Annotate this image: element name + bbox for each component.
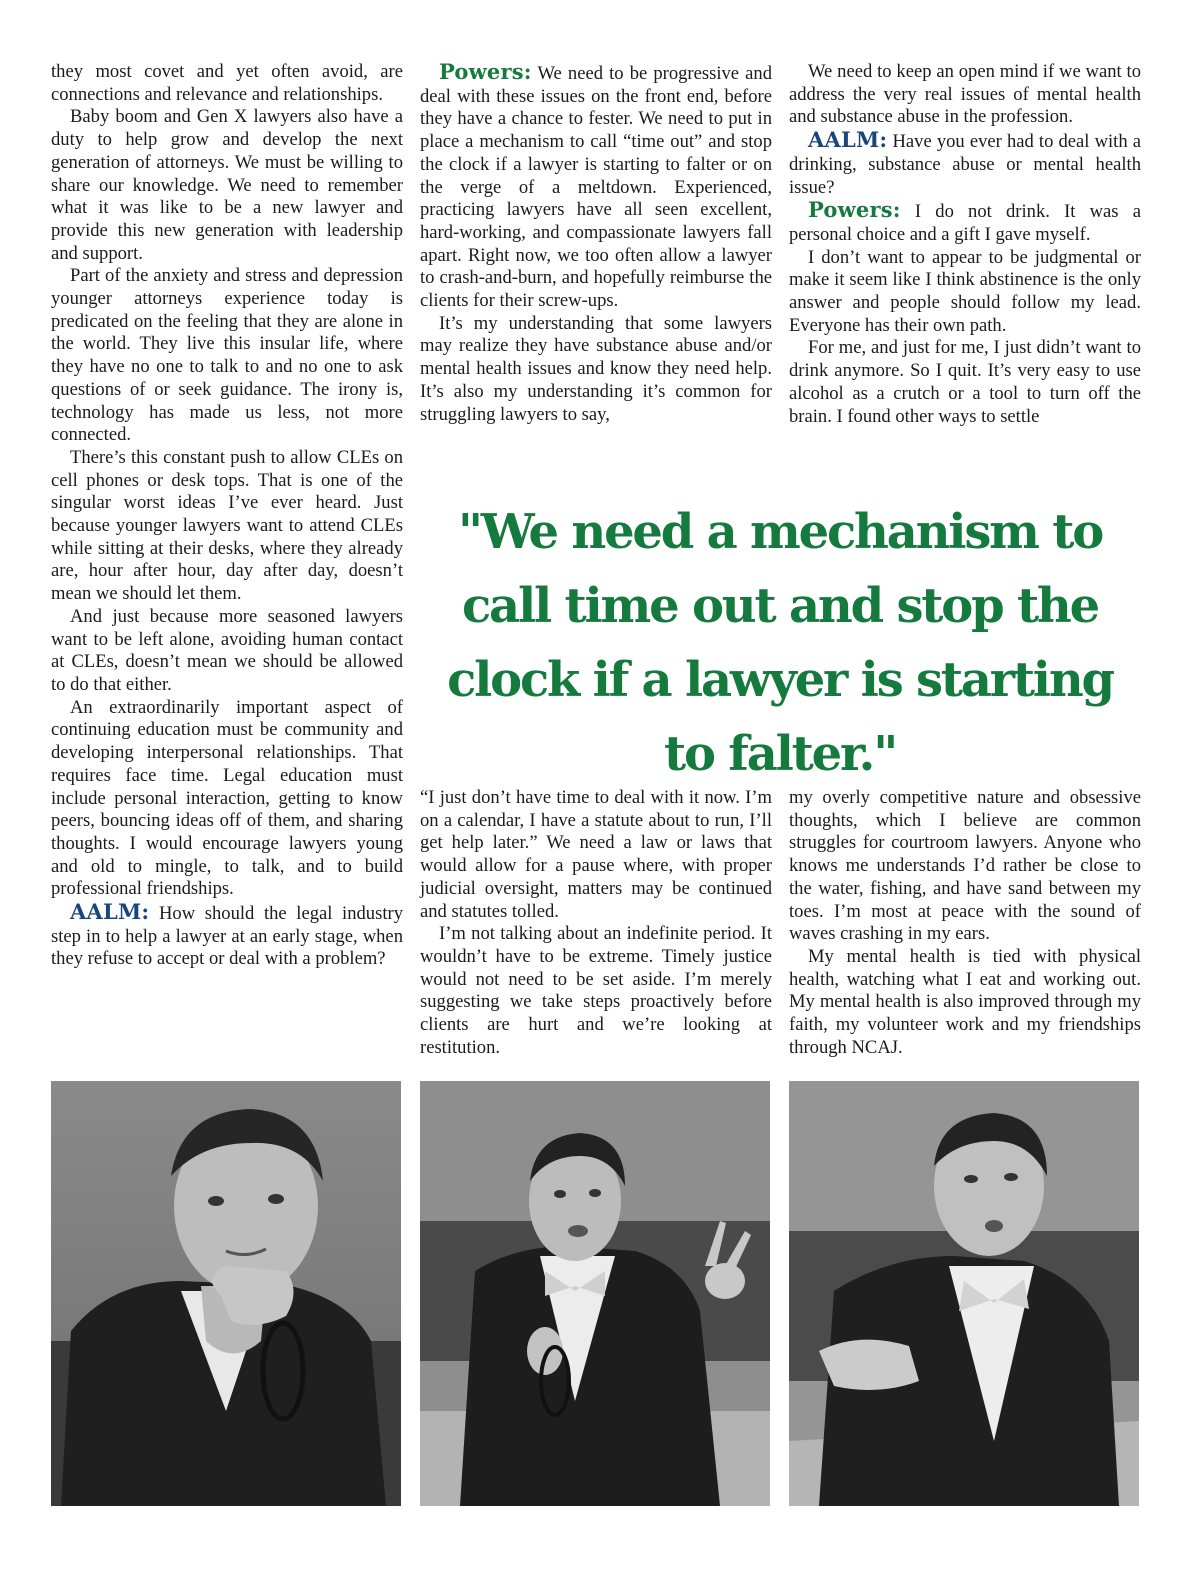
interview-question xyxy=(51,901,403,971)
body-paragraph: I don’t want to appear to be judgmental or make it seem like I think abstinence is the only answer and people should follow my lead. Everyone has their own path. xyxy=(789,246,1141,336)
body-paragraph: It’s my understanding that some lawyers may realize they have substance abuse and/or mental health issues and know they need help. It’s also my understanding it’s common for struggling lawyers to say, xyxy=(420,312,772,425)
question-text: Have you ever had to deal with a drinking, substance abuse or mental health issue? xyxy=(789,131,1141,198)
photo-3-image xyxy=(789,1081,1139,1506)
interview-photo-2 xyxy=(420,1081,770,1506)
body-paragraph: I’m not talking about an indefinite period. It wouldn’t have to be extreme. Timely justice would not need to be set aside. I’m merely suggesting we take steps proactively before clients are hurt and we’re looking at restitution. xyxy=(420,923,772,1058)
interview-photo-1 xyxy=(51,1081,401,1506)
body-paragraph: We need to keep an open mind if we want to address the very real issues of mental health and substance abuse in the profession. xyxy=(789,61,1141,128)
body-paragraph: Part of the anxiety and stress and depression younger attorneys experience today is predicated on the feeling that they are alone in the world. They live this insular life, where they have no one to talk to and no one to ask questions of or seek guidance. The irony is, technology has made us less, not more connected. xyxy=(51,265,403,446)
photo-2-image xyxy=(420,1081,770,1506)
answer-text: I do not drink. It was a personal choice and a gift I gave myself. xyxy=(789,201,1141,245)
body-paragraph: And just because more seasoned lawyers want to be left alone, avoiding human contact at CLEs, doesn’t mean we should be allowed to do that either. xyxy=(51,605,403,695)
interview-photo-3 xyxy=(789,1081,1139,1506)
interview-answer xyxy=(789,199,1141,246)
body-paragraph: Baby boom and Gen X lawyers also have a duty to help grow and develop the next generation of attorneys. We must be willing to share our knowledge. We need to remember what it was like to be a new lawyer and provide this new generation with leadership and support. xyxy=(51,106,403,264)
body-paragraph: An extraordinarily important aspect of continuing education must be community and developing interpersonal relationships. That requires face time. Legal education must include personal interaction, getting to know peers, bouncing ideas off of them, and sharing thoughts. I would encourage lawyers young and old to mingle, to talk, and to build professional friendships. xyxy=(51,696,403,900)
speaker-label-aalm: AALM: xyxy=(808,127,888,153)
body-paragraph: they most covet and yet often avoid, are connections and relevance and relationships. xyxy=(51,61,403,105)
interview-question xyxy=(789,129,1141,199)
body-paragraph: “I just don’t have time to deal with it now. I’m on a calendar, I have a statute about to run, I’ll get help later.” We need a law or laws that would allow for a pause where, with proper judicial oversight, matters may be continued and statutes tolled. xyxy=(420,787,772,922)
pull-quote: "We need a mechanism to call time out and stop the clock if a lawyer is starting to falter." xyxy=(447,504,1113,782)
body-paragraph: My mental health is tied with physical health, watching what I eat and working out. My mental health is also improved through my faith, my volunteer work and my friendships through NCAJ. xyxy=(789,945,1141,1058)
question-text: How should the legal industry step in to help a lawyer at an early stage, when they refuse to accept or deal with a problem? xyxy=(51,903,403,970)
interview-answer xyxy=(420,61,772,313)
body-paragraph: For me, and just for me, I just didn’t want to drink anymore. So I quit. It’s very easy to use alcohol as a crutch or a tool to turn off the brain. I found other ways to settle xyxy=(789,337,1141,427)
photo-1-image xyxy=(51,1081,401,1506)
article-column-3-top xyxy=(789,61,1141,428)
article-column-2-bottom xyxy=(420,787,772,1059)
article-column-2-top xyxy=(420,61,772,426)
speaker-label-powers: Powers: xyxy=(808,197,901,223)
speaker-label-powers: Powers: xyxy=(439,59,532,84)
speaker-label-aalm: AALM: xyxy=(70,899,150,925)
article-column-1 xyxy=(51,61,403,971)
body-paragraph: There’s this constant push to allow CLEs on cell phones or desk tops. That is one of the singular worst ideas I’ve ever heard. Just because younger lawyers want to attend CLEs while sitting at their desks, where they already are, hour after hour, day after day, doesn’t mean we should let them. xyxy=(51,446,403,605)
body-paragraph: my overly competitive nature and obsessive thoughts, which I believe are common struggles for courtroom lawyers. Anyone who knows me understands I’d rather be close to the water, fishing, and have sand between my toes. I’m most at peace with the sound of waves crashing in my ears. xyxy=(789,787,1141,945)
answer-text: We need to be progressive and deal with these issues on the front end, before they have a chance to fester. We need to put in place a mechanism to call “time out” and stop the clock if a lawyer is starting to falter or on the verge of a meltdown. Experienced, practicing lawyers have all seen excellent, hard-working, and compassionate lawyers fall apart. Right now, we too often allow a lawyer to crash-and-burn, and hopefully reimburse the clients for their screw-ups. xyxy=(420,63,773,312)
article-column-3-bottom xyxy=(789,787,1141,1059)
